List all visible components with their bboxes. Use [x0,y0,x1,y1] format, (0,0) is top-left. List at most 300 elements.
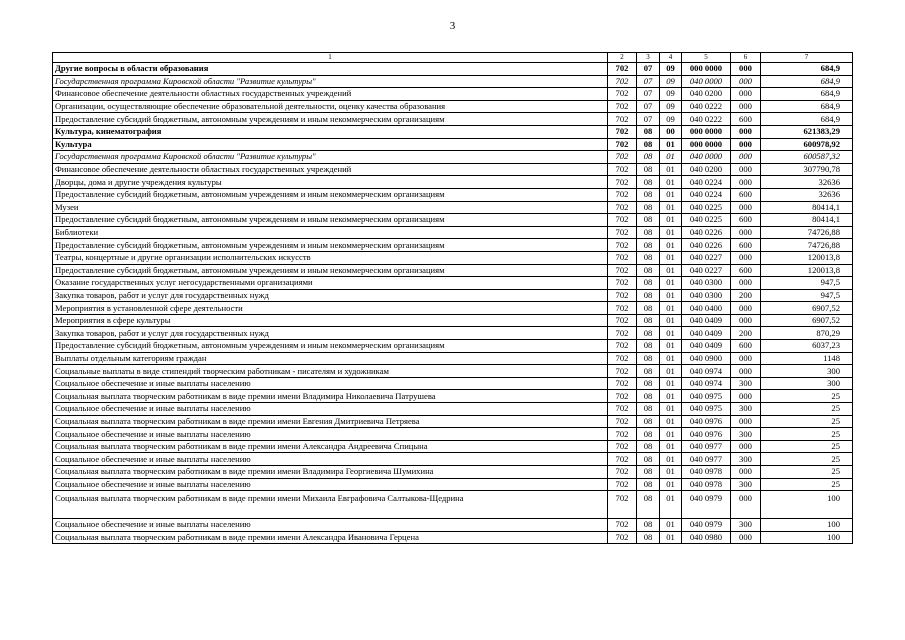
section-code-cell: 08 [637,377,660,390]
target-article-code-cell: 000 0000 [682,138,731,151]
table-row [53,251,853,264]
table-row [53,390,853,403]
section-code-cell: 08 [637,352,660,365]
expense-type-code-cell: 000 [731,75,761,88]
section-code-cell: 08 [637,403,660,416]
subsection-code-cell: 00 [660,125,682,138]
expense-type-code-cell: 000 [731,88,761,101]
column-number-row [53,53,853,63]
table-row [53,264,853,277]
expense-type-code-cell: 600 [731,113,761,126]
amount-cell: 80414,1 [761,201,853,214]
amount-cell: 100 [761,519,853,532]
section-code-cell: 07 [637,88,660,101]
administrator-code-cell: 702 [608,302,637,315]
subsection-code-cell: 01 [660,340,682,353]
administrator-code-cell: 702 [608,88,637,101]
amount-cell: 32636 [761,188,853,201]
expense-type-code-cell: 000 [731,201,761,214]
subsection-code-cell: 09 [660,75,682,88]
row-name-cell: Предоставление субсидий бюджетным, автономным учреждениям и иным некоммерческим организациям [53,214,608,227]
amount-cell: 120013,8 [761,264,853,277]
subsection-code-cell: 01 [660,201,682,214]
row-name-cell: Социальное обеспечение и иные выплаты населению [53,377,608,390]
administrator-code-cell: 702 [608,531,637,544]
administrator-code-cell: 702 [608,428,637,441]
row-name-cell: Предоставление субсидий бюджетным, автономным учреждениям и иным некоммерческим организациям [53,113,608,126]
table-row [53,289,853,302]
administrator-code-cell: 702 [608,264,637,277]
subsection-code-cell: 01 [660,428,682,441]
subsection-code-cell: 01 [660,491,682,519]
expense-type-code-cell: 300 [731,403,761,416]
expense-type-code-cell: 600 [731,188,761,201]
amount-cell: 25 [761,466,853,479]
row-name-cell: Мероприятия в сфере культуры [53,314,608,327]
amount-cell: 74726,88 [761,239,853,252]
expense-type-code-cell: 000 [731,138,761,151]
expense-type-code-cell: 200 [731,327,761,340]
expense-type-code-cell: 600 [731,214,761,227]
row-name-cell: Финансовое обеспечение деятельности областных государственных учреждений [53,88,608,101]
table-row [53,302,853,315]
target-article-code-cell: 040 0200 [682,88,731,101]
row-name-cell: Социальное обеспечение и иные выплаты населению [53,403,608,416]
table-row [53,138,853,151]
amount-cell: 307790,78 [761,163,853,176]
table-row [53,151,853,164]
section-code-cell: 08 [637,390,660,403]
administrator-code-cell: 702 [608,239,637,252]
target-article-code-cell: 040 0976 [682,415,731,428]
row-name-cell: Социальная выплата творческим работникам в виде премии имени Александра Ивановича Герцена [53,531,608,544]
section-code-cell: 08 [637,491,660,519]
administrator-code-cell: 702 [608,365,637,378]
target-article-code-cell: 040 0300 [682,277,731,290]
expense-type-code-cell: 600 [731,340,761,353]
amount-cell: 32636 [761,176,853,189]
target-article-code-cell: 040 0300 [682,289,731,302]
amount-cell: 25 [761,403,853,416]
amount-cell: 6907,52 [761,302,853,315]
target-article-code-cell: 040 0226 [682,226,731,239]
row-name-cell: Выплаты отдельным категориям граждан [53,352,608,365]
section-code-cell: 08 [637,138,660,151]
section-code-cell: 08 [637,478,660,491]
table-row [53,314,853,327]
amount-cell: 120013,8 [761,251,853,264]
amount-cell: 621383,29 [761,125,853,138]
row-name-cell: Оказание государственных услуг негосударственными организациями [53,277,608,290]
expense-type-code-cell: 000 [731,176,761,189]
table-row [53,214,853,227]
row-name-cell: Социальная выплата творческим работникам в виде премии имени Александра Андреевича Спицына [53,440,608,453]
expense-type-code-cell: 000 [731,415,761,428]
section-code-cell: 08 [637,440,660,453]
administrator-code-cell: 702 [608,277,637,290]
table-row [53,440,853,453]
subsection-code-cell: 01 [660,251,682,264]
table-row [53,340,853,353]
amount-cell: 6907,52 [761,314,853,327]
amount-cell: 74726,88 [761,226,853,239]
administrator-code-cell: 702 [608,403,637,416]
expense-type-code-cell: 300 [731,377,761,390]
section-code-cell: 08 [637,289,660,302]
target-article-code-cell: 040 0409 [682,327,731,340]
table-row [53,277,853,290]
section-code-cell: 08 [637,151,660,164]
subsection-code-cell: 09 [660,100,682,113]
row-name-cell: Социальная выплата творческим работникам в виде премии имени Владимира Николаевича Патрушева [53,390,608,403]
row-name-cell: Библиотеки [53,226,608,239]
subsection-code-cell: 01 [660,415,682,428]
expense-type-code-cell: 600 [731,264,761,277]
section-code-cell: 07 [637,63,660,76]
row-name-cell: Мероприятия в установленной сфере деятельности [53,302,608,315]
table-row [53,188,853,201]
expense-type-code-cell: 300 [731,478,761,491]
table-row [53,163,853,176]
row-name-cell: Культура, кинематография [53,125,608,138]
section-code-cell: 08 [637,327,660,340]
expense-type-code-cell: 000 [731,302,761,315]
subsection-code-cell: 01 [660,327,682,340]
amount-cell: 6037,23 [761,340,853,353]
table-row [53,377,853,390]
subsection-code-cell: 01 [660,478,682,491]
expense-type-code-cell: 000 [731,314,761,327]
subsection-code-cell: 01 [660,519,682,532]
expense-type-code-cell: 000 [731,466,761,479]
amount-cell: 684,9 [761,113,853,126]
administrator-code-cell: 702 [608,214,637,227]
row-name-cell: Предоставление субсидий бюджетным, автономным учреждениям и иным некоммерческим организациям [53,239,608,252]
expense-type-code-cell: 000 [731,365,761,378]
administrator-code-cell: 702 [608,251,637,264]
row-name-cell: Социальное обеспечение и иные выплаты населению [53,453,608,466]
administrator-code-cell: 702 [608,453,637,466]
target-article-code-cell: 040 0200 [682,163,731,176]
table-row [53,519,853,532]
subsection-code-cell: 09 [660,88,682,101]
row-name-cell: Культура [53,138,608,151]
administrator-code-cell: 702 [608,151,637,164]
subsection-code-cell: 01 [660,289,682,302]
administrator-code-cell: 702 [608,466,637,479]
amount-cell: 25 [761,428,853,441]
administrator-code-cell: 702 [608,478,637,491]
amount-cell: 100 [761,491,853,519]
section-code-cell: 08 [637,365,660,378]
amount-cell: 870,29 [761,327,853,340]
subsection-code-cell: 01 [660,277,682,290]
amount-cell: 25 [761,478,853,491]
administrator-code-cell: 702 [608,390,637,403]
budget-table [52,52,853,544]
target-article-code-cell: 040 0975 [682,390,731,403]
section-code-cell: 08 [637,415,660,428]
row-name-cell: Закупка товаров, работ и услуг для государственных нужд [53,327,608,340]
subsection-code-cell: 01 [660,239,682,252]
subsection-code-cell: 01 [660,264,682,277]
expense-type-code-cell: 000 [731,531,761,544]
administrator-code-cell: 702 [608,327,637,340]
target-article-code-cell: 040 0409 [682,340,731,353]
administrator-code-cell: 702 [608,138,637,151]
subsection-code-cell: 01 [660,302,682,315]
administrator-code-cell: 702 [608,226,637,239]
target-article-code-cell: 040 0224 [682,188,731,201]
table-row [53,201,853,214]
section-code-cell: 08 [637,188,660,201]
column-header: 4 [660,53,682,63]
row-name-cell: Социальная выплата творческим работникам в виде премии имени Владимира Георгиевича Шумихина [53,466,608,479]
row-name-cell: Другие вопросы в области образования [53,63,608,76]
section-code-cell: 08 [637,519,660,532]
column-header: 2 [608,53,637,63]
administrator-code-cell: 702 [608,289,637,302]
expense-type-code-cell: 000 [731,390,761,403]
row-name-cell: Финансовое обеспечение деятельности областных государственных учреждений [53,163,608,176]
row-name-cell: Государственная программа Кировской области "Развитие культуры" [53,151,608,164]
expense-type-code-cell: 000 [731,277,761,290]
column-header: 6 [731,53,761,63]
table-row [53,63,853,76]
amount-cell: 25 [761,390,853,403]
section-code-cell: 07 [637,113,660,126]
target-article-code-cell: 040 0000 [682,151,731,164]
row-name-cell: Социальное обеспечение и иные выплаты населению [53,478,608,491]
row-name-cell: Социальная выплата творческим работникам в виде премии имени Евгения Дмитриевича Петряева [53,415,608,428]
target-article-code-cell: 040 0222 [682,113,731,126]
administrator-code-cell: 702 [608,125,637,138]
table-row [53,226,853,239]
subsection-code-cell: 01 [660,531,682,544]
section-code-cell: 08 [637,264,660,277]
target-article-code-cell: 040 0978 [682,478,731,491]
amount-cell: 684,9 [761,75,853,88]
target-article-code-cell: 040 0227 [682,251,731,264]
expense-type-code-cell: 600 [731,239,761,252]
table-row [53,239,853,252]
table-row [53,403,853,416]
amount-cell: 600978,92 [761,138,853,151]
expense-type-code-cell: 000 [731,352,761,365]
target-article-code-cell: 040 0400 [682,302,731,315]
subsection-code-cell: 01 [660,453,682,466]
administrator-code-cell: 702 [608,75,637,88]
subsection-code-cell: 01 [660,214,682,227]
expense-type-code-cell: 000 [731,440,761,453]
section-code-cell: 08 [637,466,660,479]
row-name-cell: Государственная программа Кировской области "Развитие культуры" [53,75,608,88]
row-name-cell: Социальное обеспечение и иные выплаты населению [53,428,608,441]
row-name-cell: Театры, концертные и другие организации исполнительских искусств [53,251,608,264]
table-row [53,491,853,519]
administrator-code-cell: 702 [608,491,637,519]
section-code-cell: 08 [637,239,660,252]
target-article-code-cell: 040 0225 [682,214,731,227]
target-article-code-cell: 040 0978 [682,466,731,479]
amount-cell: 300 [761,377,853,390]
table-row [53,415,853,428]
subsection-code-cell: 01 [660,314,682,327]
column-header: 5 [682,53,731,63]
administrator-code-cell: 702 [608,176,637,189]
subsection-code-cell: 01 [660,188,682,201]
expense-type-code-cell: 000 [731,163,761,176]
table-row [53,176,853,189]
expense-type-code-cell: 000 [731,100,761,113]
amount-cell: 684,9 [761,63,853,76]
administrator-code-cell: 702 [608,63,637,76]
table-row [53,352,853,365]
row-name-cell: Закупка товаров, работ и услуг для государственных нужд [53,289,608,302]
section-code-cell: 08 [637,302,660,315]
expense-type-code-cell: 300 [731,519,761,532]
table-row [53,428,853,441]
table-row [53,75,853,88]
subsection-code-cell: 01 [660,440,682,453]
administrator-code-cell: 702 [608,113,637,126]
section-code-cell: 07 [637,100,660,113]
expense-type-code-cell: 000 [731,251,761,264]
subsection-code-cell: 01 [660,352,682,365]
subsection-code-cell: 01 [660,163,682,176]
target-article-code-cell: 040 0225 [682,201,731,214]
expense-type-code-cell: 300 [731,453,761,466]
administrator-code-cell: 702 [608,314,637,327]
page-number: 3 [449,20,456,32]
amount-cell: 947,5 [761,289,853,302]
amount-cell: 600587,32 [761,151,853,164]
subsection-code-cell: 01 [660,466,682,479]
target-article-code-cell: 040 0000 [682,75,731,88]
table-row [53,327,853,340]
target-article-code-cell: 040 0980 [682,531,731,544]
target-article-code-cell: 040 0222 [682,100,731,113]
table-row [53,466,853,479]
target-article-code-cell: 040 0226 [682,239,731,252]
administrator-code-cell: 702 [608,352,637,365]
subsection-code-cell: 09 [660,63,682,76]
section-code-cell: 07 [637,75,660,88]
target-article-code-cell: 040 0900 [682,352,731,365]
administrator-code-cell: 702 [608,377,637,390]
row-name-cell: Музеи [53,201,608,214]
target-article-code-cell: 040 0977 [682,440,731,453]
administrator-code-cell: 702 [608,519,637,532]
table-row [53,100,853,113]
target-article-code-cell: 040 0979 [682,519,731,532]
administrator-code-cell: 702 [608,163,637,176]
target-article-code-cell: 040 0224 [682,176,731,189]
table-body [53,53,853,544]
target-article-code-cell: 000 0000 [682,125,731,138]
table-row [53,453,853,466]
section-code-cell: 08 [637,201,660,214]
table-row [53,478,853,491]
target-article-code-cell: 040 0227 [682,264,731,277]
section-code-cell: 08 [637,428,660,441]
amount-cell: 684,9 [761,100,853,113]
row-name-cell: Социальное обеспечение и иные выплаты населению [53,519,608,532]
row-name-cell: Дворцы, дома и другие учреждения культуры [53,176,608,189]
subsection-code-cell: 01 [660,226,682,239]
expense-type-code-cell: 200 [731,289,761,302]
target-article-code-cell: 040 0979 [682,491,731,519]
amount-cell: 25 [761,415,853,428]
section-code-cell: 08 [637,226,660,239]
administrator-code-cell: 702 [608,340,637,353]
target-article-code-cell: 000 0000 [682,63,731,76]
administrator-code-cell: 702 [608,188,637,201]
table-row [53,531,853,544]
section-code-cell: 08 [637,531,660,544]
target-article-code-cell: 040 0977 [682,453,731,466]
amount-cell: 100 [761,531,853,544]
target-article-code-cell: 040 0409 [682,314,731,327]
table-row [53,365,853,378]
expense-type-code-cell: 000 [731,63,761,76]
amount-cell: 25 [761,440,853,453]
amount-cell: 80414,1 [761,214,853,227]
section-code-cell: 08 [637,340,660,353]
row-name-cell: Предоставление субсидий бюджетным, автономным учреждениям и иным некоммерческим организациям [53,340,608,353]
target-article-code-cell: 040 0975 [682,403,731,416]
row-name-cell: Организации, осуществляющие обеспечение образовательной деятельности, оценку качества образования [53,100,608,113]
column-header: 7 [761,53,853,63]
subsection-code-cell: 01 [660,138,682,151]
subsection-code-cell: 09 [660,113,682,126]
section-code-cell: 08 [637,214,660,227]
administrator-code-cell: 702 [608,440,637,453]
target-article-code-cell: 040 0974 [682,377,731,390]
table-row [53,113,853,126]
administrator-code-cell: 702 [608,100,637,113]
subsection-code-cell: 01 [660,176,682,189]
row-name-cell: Социальная выплата творческим работникам в виде премии имени Михаила Евграфовича Салтыкова-Щедрина [53,491,608,519]
table-row [53,88,853,101]
subsection-code-cell: 01 [660,377,682,390]
subsection-code-cell: 01 [660,365,682,378]
section-code-cell: 08 [637,125,660,138]
section-code-cell: 08 [637,163,660,176]
section-code-cell: 08 [637,251,660,264]
amount-cell: 300 [761,365,853,378]
row-name-cell: Социальные выплаты в виде стипендий творческим работникам - писателям и художникам [53,365,608,378]
subsection-code-cell: 01 [660,151,682,164]
amount-cell: 684,9 [761,88,853,101]
row-name-cell: Предоставление субсидий бюджетным, автономным учреждениям и иным некоммерческим организациям [53,264,608,277]
subsection-code-cell: 01 [660,390,682,403]
row-name-cell: Предоставление субсидий бюджетным, автономным учреждениям и иным некоммерческим организациям [53,188,608,201]
amount-cell: 1148 [761,352,853,365]
subsection-code-cell: 01 [660,403,682,416]
section-code-cell: 08 [637,453,660,466]
amount-cell: 25 [761,453,853,466]
section-code-cell: 08 [637,277,660,290]
expense-type-code-cell: 000 [731,151,761,164]
expense-type-code-cell: 000 [731,491,761,519]
section-code-cell: 08 [637,176,660,189]
expense-type-code-cell: 000 [731,226,761,239]
column-header: 1 [53,53,608,63]
target-article-code-cell: 040 0976 [682,428,731,441]
table-row [53,125,853,138]
section-code-cell: 08 [637,314,660,327]
